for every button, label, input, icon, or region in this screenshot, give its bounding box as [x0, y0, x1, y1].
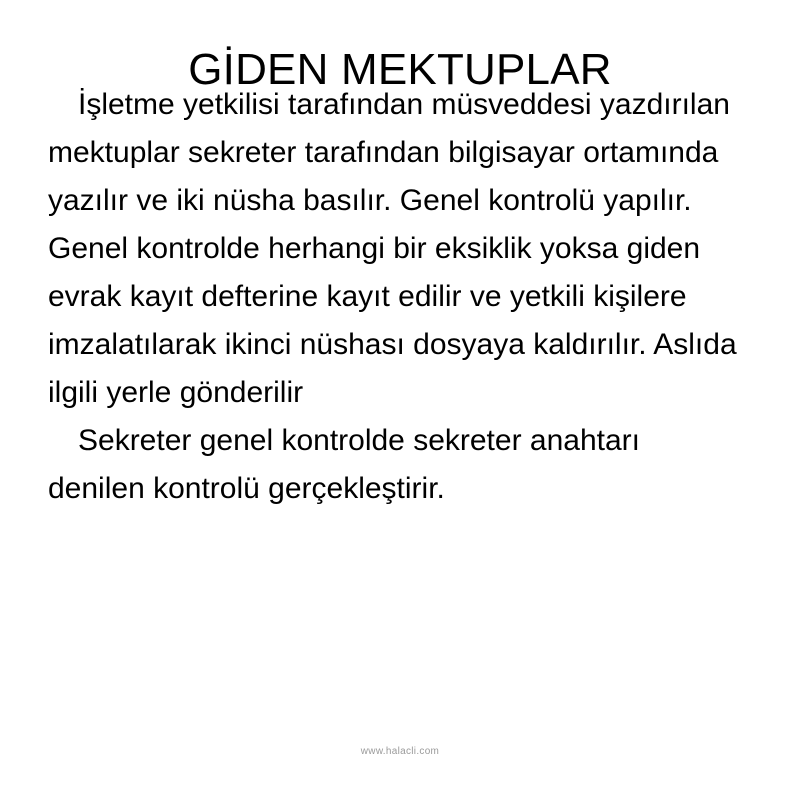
- watermark: www.halacli.com: [360, 746, 440, 757]
- body-paragraph-8: Sekreter genel kontrolde sekreter anahtarı: [78, 424, 640, 457]
- body-paragraph-6: imzalatılarak ikinci nüshası dosyaya kaldırılır. Aslıda: [48, 328, 737, 361]
- body-paragraph-3: yazılır ve iki nüsha basılır. Genel kontrolü yapılır.: [48, 184, 692, 217]
- slide-title: GİDEN MEKTUPLAR: [188, 45, 612, 95]
- body-paragraph-9: denilen kontrolü gerçekleştirir.: [48, 472, 445, 505]
- body-paragraph-4: Genel kontrolde herhangi bir eksiklik yoksa giden: [48, 232, 701, 265]
- slide-body: [48, 82, 783, 511]
- body-paragraph-2: mektuplar sekreter tarafından bilgisayar ortamında: [48, 136, 719, 169]
- body-paragraph-5: evrak kayıt defterine kayıt edilir ve yetkili kişilere: [48, 280, 687, 313]
- body-paragraph-1: İşletme yetkilisi tarafından müsveddesi yazdırılan: [78, 88, 730, 121]
- body-paragraph-7: ilgili yerle gönderilir: [48, 376, 304, 409]
